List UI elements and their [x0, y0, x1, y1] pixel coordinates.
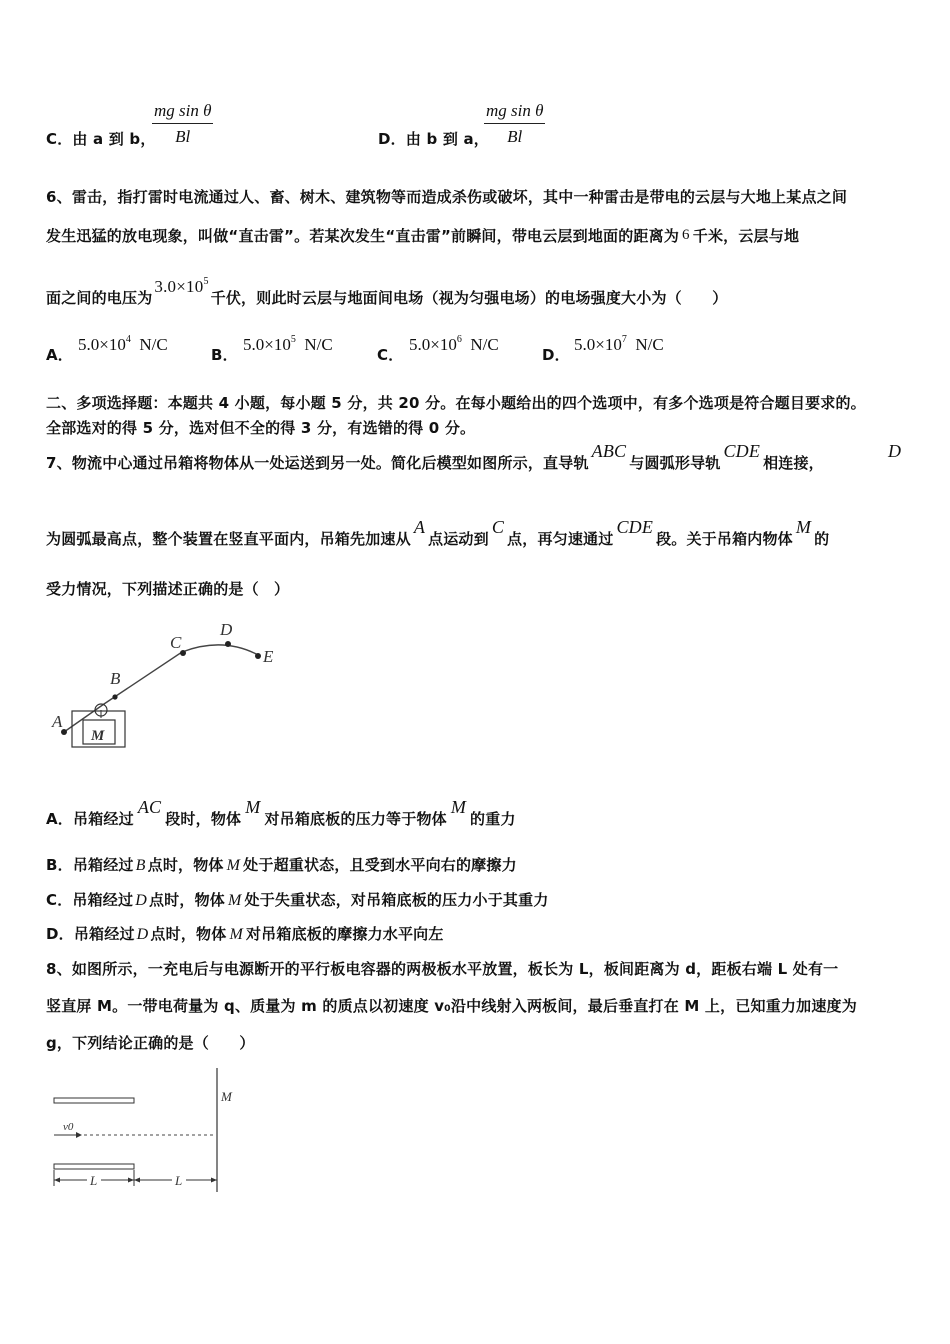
q7-line-1c: 相连接， [763, 454, 824, 472]
q7-line-2b: 点运动到 [428, 530, 489, 548]
label-m: M [91, 728, 105, 744]
q6-voltage [152, 277, 210, 296]
q7-line-2 [46, 517, 830, 549]
label-d: D [220, 620, 233, 639]
track-path [64, 645, 260, 732]
q7-line-2d: 段。关于吊箱内物体 [656, 530, 793, 548]
q7-line-2a: 为圆弧最高点，整个装置在竖直平面内，吊箱先加速从 [46, 530, 411, 548]
q8-capacitor-figure [44, 1064, 254, 1196]
q6-line-2a: 发生迅猛的放电现象，叫做“直击雷”。若某次发生“直击雷”前瞬间，带电云层到地面的距离为 [46, 227, 680, 245]
q7-cde: CDE [723, 441, 761, 461]
q6-option-b-value: $5.0\times 10^5$ N/C [243, 334, 333, 354]
voltage-base: 3.0×10 [154, 277, 204, 296]
q6-line-1: 6、雷击，指打雷时电流通过人、畜、树木、建筑物等而造成杀伤或破坏，其中一种雷击是带电的云层与大地上某点之间 [46, 188, 848, 206]
q7-ac: AC [137, 797, 162, 817]
q5-option-c-fraction [152, 101, 213, 147]
upper-plate [54, 1098, 134, 1103]
q7-line-1a: 7、物流中心通过吊箱将物体从一处运送到另一处。简化后模型如图所示，直导轨 [46, 454, 589, 472]
length-label-1: L [90, 1173, 98, 1188]
velocity-arrowhead [76, 1132, 82, 1138]
q6-line-2b: 千米，云层与地 [692, 227, 800, 245]
q7-cde-2: CDE [616, 517, 654, 537]
fraction-numerator: mg sin θ [152, 101, 213, 124]
label-a: A [52, 712, 63, 731]
q7-line-2c: 点，再匀速通过 [507, 530, 614, 548]
lower-plate [54, 1164, 134, 1169]
q6-option-d-label: D． [542, 346, 570, 364]
q6-option-c-value: $5.0\times 10^6$ N/C [409, 334, 499, 354]
label-c: C [170, 633, 182, 652]
q6-option-c-label: C． [377, 346, 404, 364]
q7-line-1 [46, 441, 824, 473]
q7-line-1b: 与圆弧形导轨 [629, 454, 721, 472]
arrowhead [54, 1178, 60, 1183]
q6-line-3a: 面之间的电压为 [46, 289, 153, 307]
screen-m-label: M [221, 1089, 232, 1104]
label-b: B [110, 669, 121, 688]
q5-option-c: C．由 a 到 b， [46, 130, 156, 148]
velocity-label: v0 [63, 1121, 74, 1133]
point-e-dot [255, 653, 261, 659]
q6-option-d-value: $5.0\times 10^7$ N/C [574, 334, 664, 354]
arrowhead [134, 1178, 140, 1183]
section-2-heading: 二、多项选择题：本题共 4 小题，每小题 5 分，共 20 分。在每小题给出的四个选项中，有多个选项是符合题目要求的。 [46, 394, 866, 412]
q6-line-3b: 千伏，则此时云层与地面间电场（视为匀强电场）的电场强度大小为（ ） [210, 289, 728, 307]
fraction-denominator: Bl [507, 127, 523, 146]
q7-track-figure [44, 612, 294, 754]
q6-distance: 6 [682, 227, 690, 243]
arrowhead [211, 1178, 217, 1183]
q7-line-2e: 的 [814, 530, 830, 548]
q8-line-3: g，下列结论正确的是（ ） [46, 1034, 255, 1052]
q7-option-b: B．吊箱经过 B 点时，物体 M 处于超重状态，且受到水平向右的摩擦力 [46, 856, 517, 874]
point-d-dot [225, 641, 231, 647]
q8-line-2: 竖直屏 M。一带电荷量为 q、质量为 m 的质点以初速度 v₀沿中线射入两板间，最后垂直打在 M 上，已知重力加速度为 [46, 997, 857, 1015]
q5-option-d: D．由 b 到 a， [378, 130, 489, 148]
q7-c: C [491, 517, 505, 537]
length-label-2: L [175, 1173, 183, 1188]
q8-line-1: 8、如图所示，一充电后与电源断开的平行板电容器的两极板水平放置，板长为 L，板间距离为 d，距板右端 L 处有一 [46, 960, 839, 978]
q6-option-a-value: $5.0\times 10^4$ N/C [78, 334, 168, 354]
q7-line-3: 受力情况，下列描述正确的是（ ） [46, 580, 290, 598]
q7-m: M [795, 517, 812, 537]
fraction-numerator: mg sin θ [484, 101, 545, 124]
q7-abc: ABC [591, 441, 627, 461]
fraction-denominator: Bl [175, 127, 191, 146]
q7-d-label: D [888, 441, 901, 461]
voltage-exponent: 5 [203, 276, 209, 287]
q6-option-a-label: A． [46, 346, 74, 364]
point-b-dot [112, 694, 117, 699]
label-e: E [263, 647, 274, 666]
q7-option-c: C．吊箱经过 D 点时，物体 M 处于失重状态，对吊箱底板的压力小于其重力 [46, 891, 549, 909]
arrowhead [128, 1178, 134, 1183]
q7-a: A [413, 517, 426, 537]
q5-option-d-fraction [484, 101, 545, 147]
q6-option-b-label: B． [211, 346, 238, 364]
section-2-subheading: 全部选对的得 5 分，选对但不全的得 3 分，有选错的得 0 分。 [46, 419, 476, 437]
q7-option-d: D．吊箱经过 D 点时，物体 M 对吊箱底板的摩擦力水平向左 [46, 925, 444, 943]
q7-option-a: A．吊箱经过AC段时，物体M对吊箱底板的压力等于物体M的重力 [46, 797, 516, 828]
q6-options [46, 334, 746, 364]
q6-line-2 [46, 225, 799, 246]
